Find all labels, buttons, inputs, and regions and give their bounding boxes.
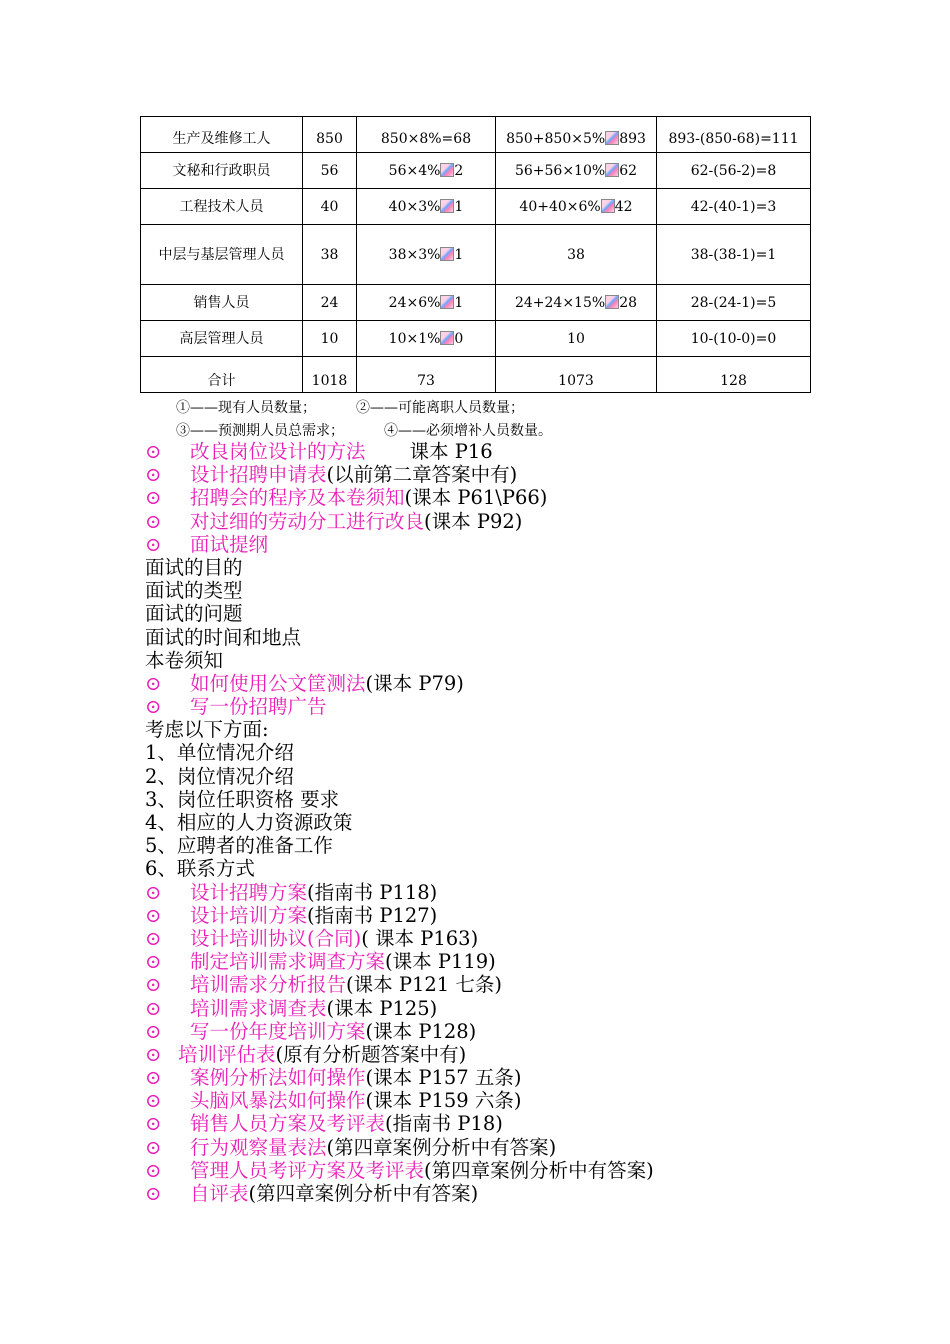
circle-bullet-icon: ⊙ [145,532,162,556]
cell-demand [496,189,657,225]
list-item [145,997,865,1020]
legend-item: ③——预测期人员总需求； [176,423,344,439]
table-row-total [141,357,811,393]
table-row [141,225,811,285]
list-item [145,881,865,904]
topic-title: 管理人员考评方案及考评表 [190,1158,425,1182]
topic-list [145,440,865,1205]
plain-line: 1、单位情况介绍 [145,741,294,765]
circle-bullet-icon: ⊙ [145,1042,162,1066]
cell-leaving [357,153,496,189]
table-row [141,321,811,357]
circle-bullet-icon: ⊙ [145,926,162,950]
cell-leaving [357,285,496,321]
list-item [145,486,865,509]
circle-bullet-icon: ⊙ [145,440,162,463]
topic-reference: 课本 P16 [409,440,493,463]
circle-bullet-icon: ⊙ [145,463,162,487]
list-item [145,1182,865,1205]
topic-title: 培训评估表 [178,1042,276,1066]
circle-bullet-icon: ⊙ [145,1135,162,1159]
circle-bullet-icon: ⊙ [145,950,162,974]
circle-bullet-icon: ⊙ [145,996,162,1020]
list-item [145,1112,865,1135]
cell-needed: 128 [657,357,811,393]
list-item [145,927,865,950]
topic-reference: (指南书 P127) [307,903,438,927]
list-item [145,904,865,927]
cell-category: 合计 [141,357,303,393]
legend-item: ②——可能离职人员数量； [356,400,524,416]
topic-title: 案例分析法如何操作 [190,1066,366,1090]
cell-current: 40 [303,189,357,225]
list-item [145,1159,865,1182]
cell-demand-result: 62 [619,162,638,179]
circle-bullet-icon: ⊙ [145,903,162,927]
circle-bullet-icon: ⊙ [145,509,162,533]
circle-bullet-icon: ⊙ [145,671,162,695]
topic-title: 面试提纲 [190,532,269,556]
cell-leaving-result: 1 [454,198,464,215]
cell-leaving-result: 2 [454,162,464,179]
cell-current: 38 [303,225,357,285]
cell-leaving: 73 [357,357,496,393]
topic-title: 自评表 [190,1182,249,1205]
broken-image-icon [440,163,454,177]
topic-title: 设计培训协议(合同) [190,926,362,950]
topic-reference: (第四章案例分析中有答案) [248,1182,479,1205]
topic-title: 行为观察量表法 [190,1135,327,1159]
circle-bullet-icon: ⊙ [145,1112,162,1136]
topic-title: 设计招聘申请表 [190,463,327,487]
plain-line: 6、联系方式 [145,857,255,881]
cell-needed: 10-(10-0)=0 [657,321,811,357]
circle-bullet-icon: ⊙ [145,1066,162,1090]
circle-bullet-icon: ⊙ [145,1089,162,1113]
topic-title: 招聘会的程序及本卷须知 [190,486,405,510]
list-item [145,973,865,996]
broken-image-icon [440,199,454,213]
broken-image-icon [440,247,454,261]
circle-bullet-icon: ⊙ [145,880,162,904]
topic-title: 如何使用公文筐测法 [190,671,366,695]
topic-title: 培训需求调查表 [190,996,327,1020]
plain-line: 面试的问题 [145,602,243,626]
cell-demand-formula: 24+24×15% [514,294,606,311]
topic-reference: (第四章案例分析中有答案) [326,1135,557,1159]
cell-current: 10 [303,321,357,357]
topic-reference: (课本 P92) [424,509,523,533]
topic-reference: (指南书 P118) [307,880,438,904]
circle-bullet-icon: ⊙ [145,1182,162,1205]
table-legend-1 [176,399,524,417]
topic-reference: (第四章案例分析中有答案) [424,1158,654,1182]
cell-current: 24 [303,285,357,321]
topic-reference: (课本 P119) [385,950,496,974]
plain-line: 面试的时间和地点 [145,625,302,649]
cell-leaving-formula: 40×3% [388,198,441,215]
cell-leaving-formula: 10×1% [388,330,441,347]
broken-image-icon [605,131,619,145]
table-row [141,117,811,153]
cell-demand-formula: 56+56×10% [514,162,606,179]
cell-category: 文秘和行政职员 [141,153,303,189]
topic-title: 写一份年度培训方案 [190,1019,366,1043]
list-item [145,672,865,695]
cell-demand-result: 42 [614,198,633,215]
table-legend-2 [176,422,552,440]
cell-demand [496,285,657,321]
cell-category: 生产及维修工人 [141,117,303,153]
cell-leaving-result: 1 [454,246,464,263]
broken-image-icon [440,331,454,345]
topic-reference: (原有分析题答案中有) [275,1042,467,1066]
cell-needed: 42-(40-1)=3 [657,189,811,225]
list-item [145,1043,865,1066]
plain-line: 面试的类型 [145,579,243,603]
cell-leaving-result: 0 [454,330,464,347]
cell-demand: 1073 [496,357,657,393]
cell-demand-formula: 40+40×6% [519,198,601,215]
topic-reference: ( 课本 P163) [361,926,479,950]
list-item [145,440,865,463]
plain-line: 面试的目的 [145,555,243,579]
topic-reference: (课本 P61\P66) [404,486,548,510]
topic-title: 对过细的劳动分工进行改良 [190,509,425,533]
list-item [145,510,865,533]
cell-current: 56 [303,153,357,189]
cell-leaving [357,189,496,225]
topic-reference: (课本 P128) [365,1019,477,1043]
topic-title: 培训需求分析报告 [190,973,347,997]
cell-current: 1018 [303,357,357,393]
cell-leaving-formula: 56×4% [388,162,441,179]
cell-needed: 62-(56-2)=8 [657,153,811,189]
topic-reference: (课本 P157 五条) [365,1066,522,1090]
list-item [145,950,865,973]
legend-item: ①——现有人员数量； [176,400,316,416]
topic-reference: (课本 P121 七条) [346,973,502,997]
plain-line: 5、应聘者的准备工作 [145,834,333,858]
topic-title: 头脑风暴法如何操作 [190,1089,366,1113]
plain-line: 考虑以下方面: [145,718,269,742]
cell-category: 销售人员 [141,285,303,321]
circle-bullet-icon: ⊙ [145,1019,162,1043]
legend-item: ④——必须增补人员数量。 [384,423,552,439]
topic-title: 设计培训方案 [190,903,308,927]
topic-title: 设计招聘方案 [190,880,308,904]
cell-needed: 893-(850-68)=111 [657,117,811,153]
cell-needed: 38-(38-1)=1 [657,225,811,285]
cell-demand [496,117,657,153]
plain-line: 本卷须知 [145,648,224,672]
cell-leaving: 850×8%=68 [357,117,496,153]
cell-demand-formula: 850+850×5% [506,131,606,147]
plain-line: 3、岗位任职资格 要求 [145,787,340,811]
list-item [145,1136,865,1159]
cell-leaving-formula: 38×3% [388,246,441,263]
table-row [141,285,811,321]
list-item [145,1066,865,1089]
cell-category: 高层管理人员 [141,321,303,357]
cell-leaving-result: 1 [454,294,464,311]
cell-leaving [357,225,496,285]
cell-leaving-formula: 24×6% [388,294,441,311]
circle-bullet-icon: ⊙ [145,1158,162,1182]
cell-leaving [357,321,496,357]
broken-image-icon [605,163,619,177]
topic-reference: (课本 P125) [326,996,438,1020]
topic-title: 制定培训需求调查方案 [190,950,386,974]
cell-demand [496,153,657,189]
cell-category: 工程技术人员 [141,189,303,225]
circle-bullet-icon: ⊙ [145,973,162,997]
broken-image-icon [601,199,615,213]
broken-image-icon [605,295,619,309]
topic-reference: (以前第二章答案中有) [326,463,518,487]
plain-line: 4、相应的人力资源政策 [145,811,353,834]
cell-demand: 10 [496,321,657,357]
topic-reference: (指南书 P18) [385,1112,503,1136]
circle-bullet-icon: ⊙ [145,486,162,510]
list-item [145,533,865,556]
list-item [145,1020,865,1043]
list-item [145,463,865,486]
circle-bullet-icon: ⊙ [145,695,162,719]
hr-forecast-table [140,116,811,393]
topic-reference: (课本 P159 六条) [365,1089,522,1113]
topic-title: 写一份招聘广告 [190,695,327,719]
list-item [145,1089,865,1112]
topic-title: 改良岗位设计的方法 [190,440,366,463]
table-row [141,189,811,225]
cell-category: 中层与基层管理人员 [141,225,303,285]
table-row [141,153,811,189]
broken-image-icon [440,295,454,309]
topic-reference: (课本 P79) [365,671,464,695]
list-item [145,695,865,718]
cell-demand-result: 28 [619,294,638,311]
cell-needed: 28-(24-1)=5 [657,285,811,321]
cell-demand-result: 893 [619,131,646,147]
plain-line: 2、岗位情况介绍 [145,764,294,788]
topic-title: 销售人员方案及考评表 [190,1112,386,1136]
cell-current: 850 [303,117,357,153]
cell-demand: 38 [496,225,657,285]
